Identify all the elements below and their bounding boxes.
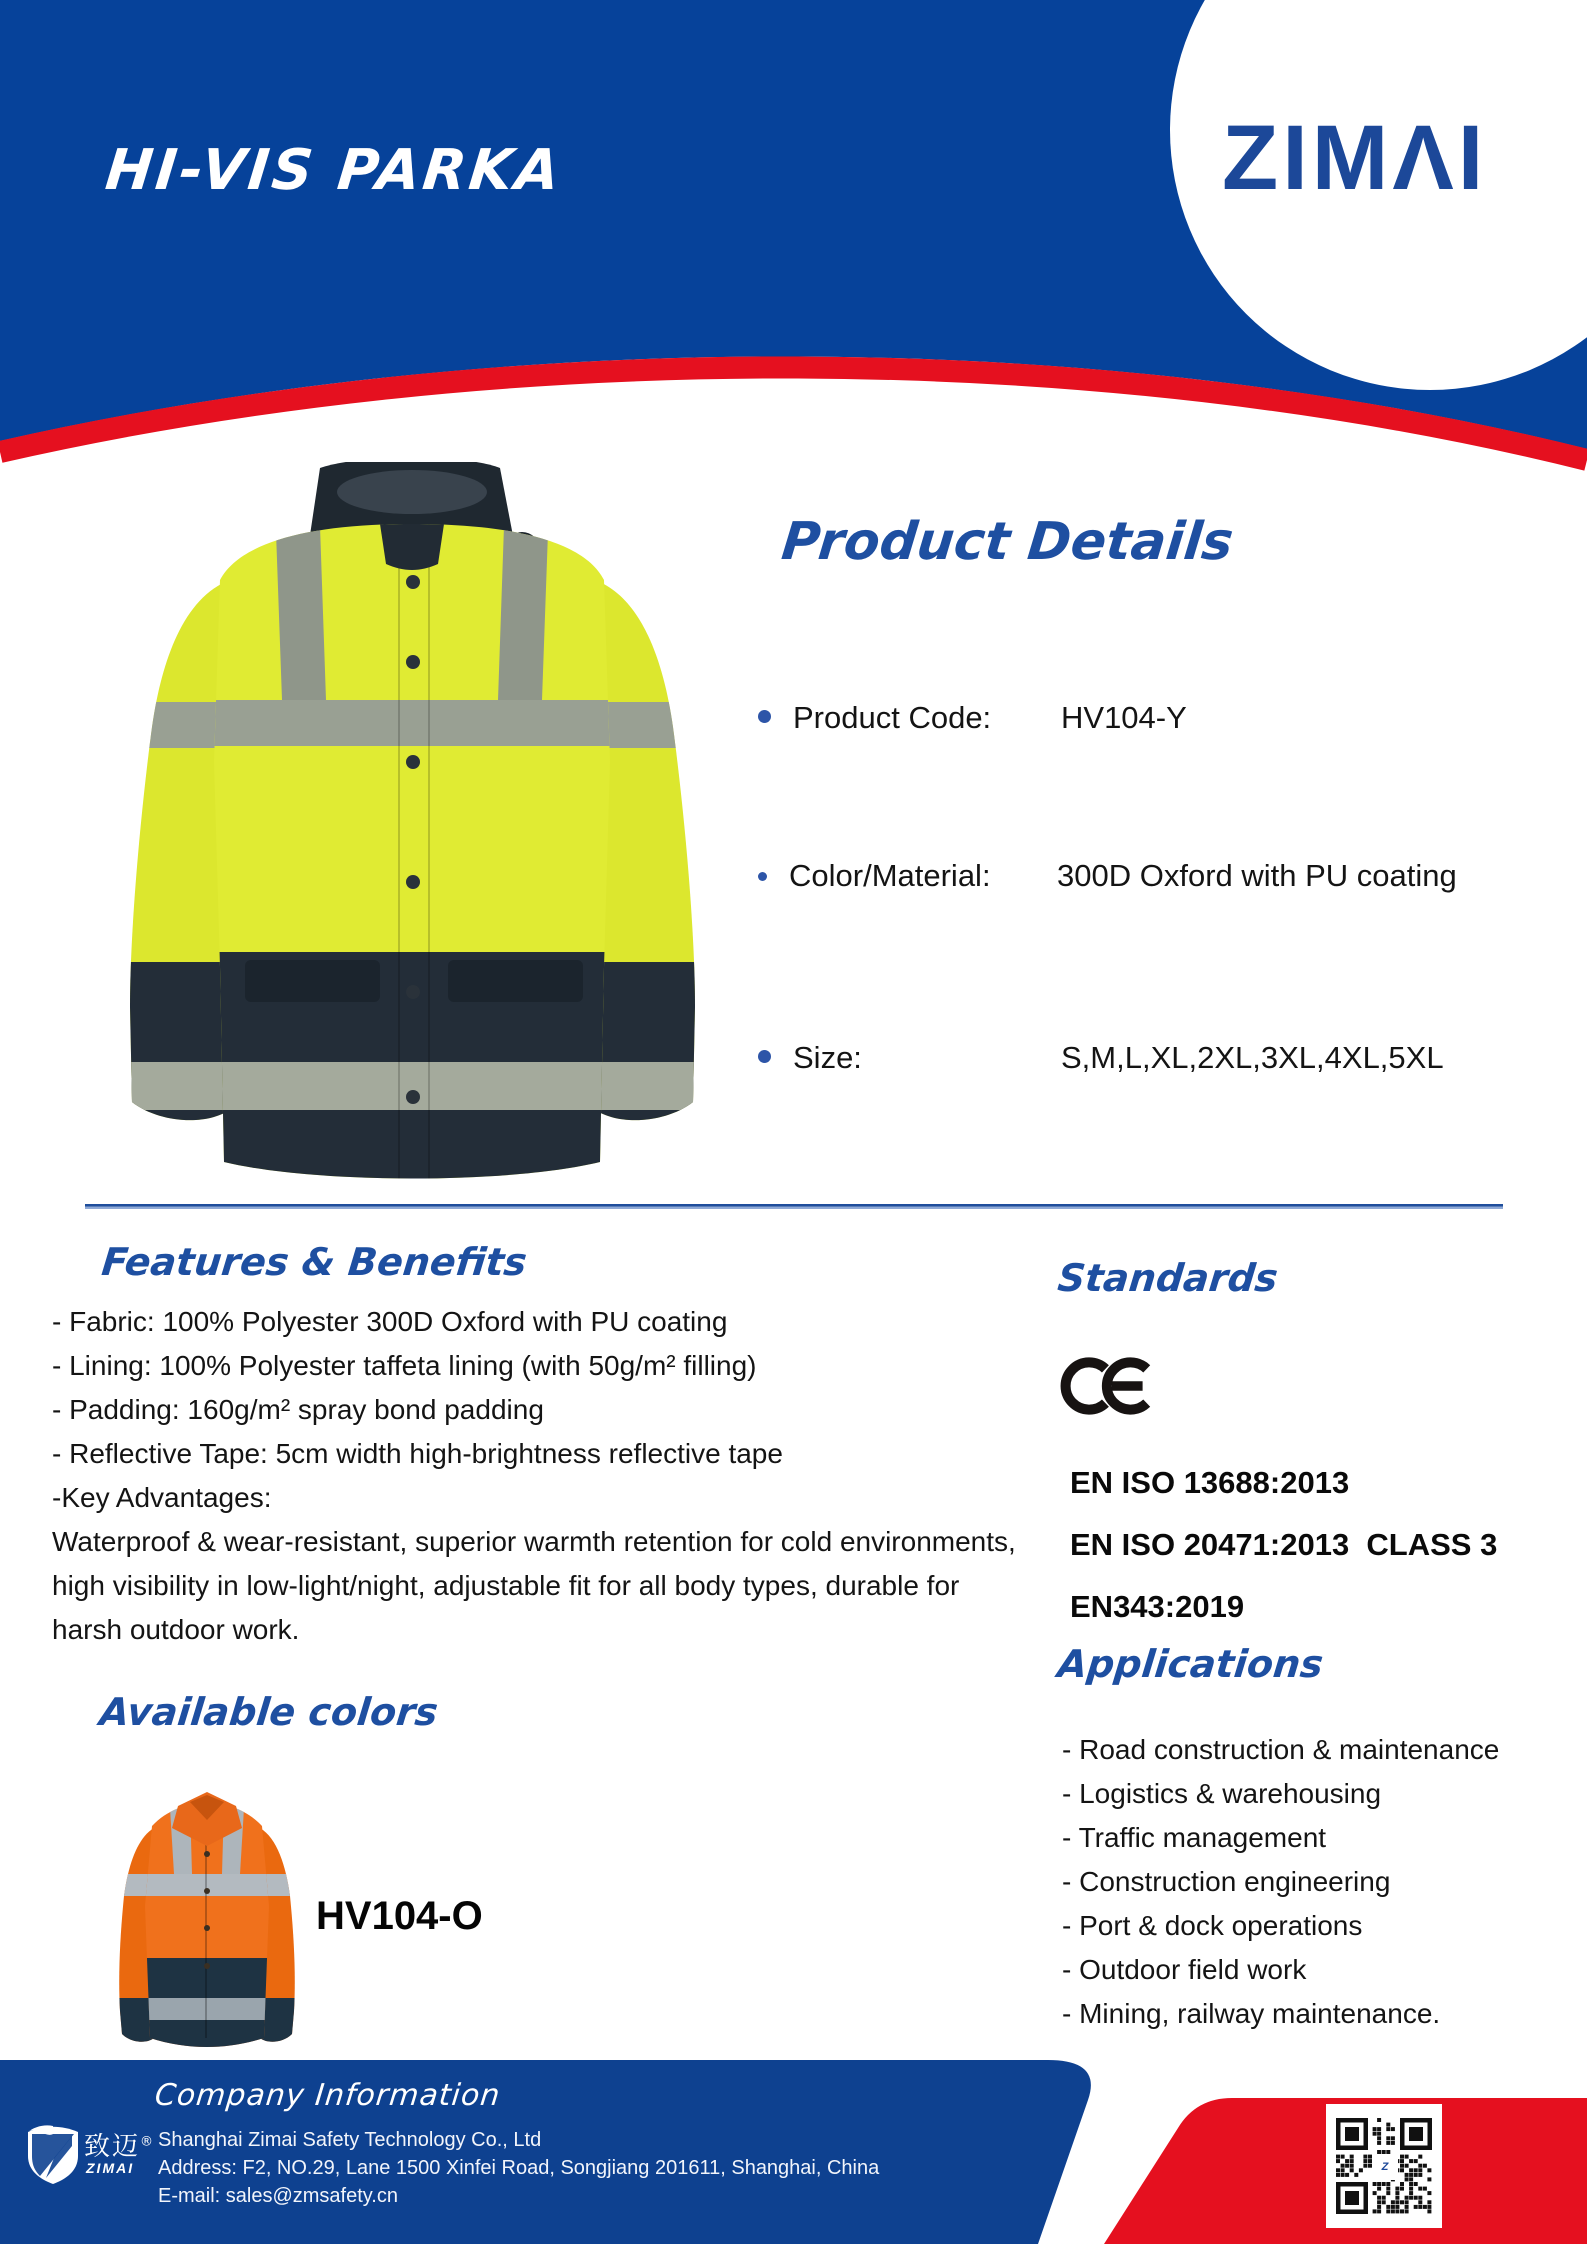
company-info-block (158, 2126, 879, 2210)
application-item: - Port & dock operations (1062, 1910, 1363, 1941)
application-item: - Traffic management (1062, 1822, 1327, 1853)
detail-row-color-material (758, 858, 1568, 894)
zimai-logo-latin: ZIMAI (86, 2160, 135, 2176)
features-heading: Features & Benefits (99, 1240, 529, 1284)
features-advantages-text: Waterproof & wear-resistant, superior warmth retention for cold environments, high visibility in low-light/night, adjustable fit for all body types, durable for harsh outdoor work. (52, 1526, 1016, 1645)
applications-list (1062, 1728, 1499, 2036)
feature-item: - Lining: 100% Polyester taffeta lining (with 50g/m² filling) (52, 1350, 757, 1381)
available-colors-heading: Available colors (97, 1690, 441, 1734)
detail-value: HV104-Y (1061, 700, 1187, 735)
product-photo-orange-parka (92, 1786, 322, 2061)
brand-wordmark: ZIMΛI (1222, 107, 1488, 209)
detail-row-product-code (758, 700, 1568, 736)
qr-code (1326, 2104, 1442, 2228)
feature-item: - Fabric: 100% Polyester 300D Oxford with PU coating (52, 1306, 728, 1337)
bullet-dot (758, 710, 771, 723)
detail-label: Size: (793, 1040, 862, 1075)
application-item: - Outdoor field work (1062, 1954, 1307, 1985)
detail-value: S,M,L,XL,2XL,3XL,4XL,5XL (1061, 1040, 1444, 1075)
variant-code-label: HV104-O (316, 1894, 483, 1938)
product-photo-yellow-parka (80, 462, 745, 1192)
page-title: HI-VIS PARKA (102, 138, 566, 203)
standard-item: EN343:2019 (1070, 1589, 1245, 1624)
detail-value: 300D Oxford with PU coating (1057, 858, 1457, 893)
applications-heading: Applications (1055, 1642, 1326, 1686)
detail-label: Product Code: (793, 700, 992, 735)
footer-heading: Company Information (153, 2078, 503, 2113)
features-list (52, 1300, 1020, 1652)
zimai-logo-cn-text: 致迈 (84, 2132, 141, 2162)
ce-mark-icon (1060, 1336, 1178, 1436)
registered-mark: ® (140, 2134, 156, 2150)
bullet-dot (758, 1050, 771, 1063)
detail-label: Color/Material: (789, 858, 991, 893)
feature-item: -Key Advantages: (52, 1482, 272, 1513)
zimai-logo-chinese (84, 2126, 155, 2163)
qr-center-brand-icon: Z (1372, 2154, 1398, 2180)
section-divider (85, 1204, 1503, 1209)
application-item: - Road construction & maintenance (1062, 1734, 1500, 1765)
company-name: Shanghai Zimai Safety Technology Co., Ltd (158, 2129, 542, 2151)
application-item: - Construction engineering (1062, 1866, 1391, 1897)
detail-row-size (758, 1040, 1568, 1076)
feature-item: - Reflective Tape: 5cm width high-brightness reflective tape (52, 1438, 783, 1469)
feature-item: - Padding: 160g/m² spray bond padding (52, 1394, 544, 1425)
application-item: - Mining, railway maintenance. (1062, 1998, 1441, 2029)
standard-item: EN ISO 13688:2013 (1070, 1465, 1350, 1500)
standard-item: EN ISO 20471:2013 CLASS 3 (1070, 1527, 1498, 1562)
standards-heading: Standards (1055, 1256, 1280, 1300)
zimai-shield-logo (26, 2124, 80, 2184)
product-details-heading: Product Details (778, 512, 1237, 572)
application-item: - Logistics & warehousing (1062, 1778, 1382, 1809)
company-email: E-mail: sales@zmsafety.cn (158, 2185, 398, 2207)
bullet-dot (758, 872, 767, 881)
company-address: Address: F2, NO.29, Lane 1500 Xinfei Road, Songjiang 201611, Shanghai, China (158, 2157, 880, 2179)
standards-list (1070, 1452, 1497, 1638)
